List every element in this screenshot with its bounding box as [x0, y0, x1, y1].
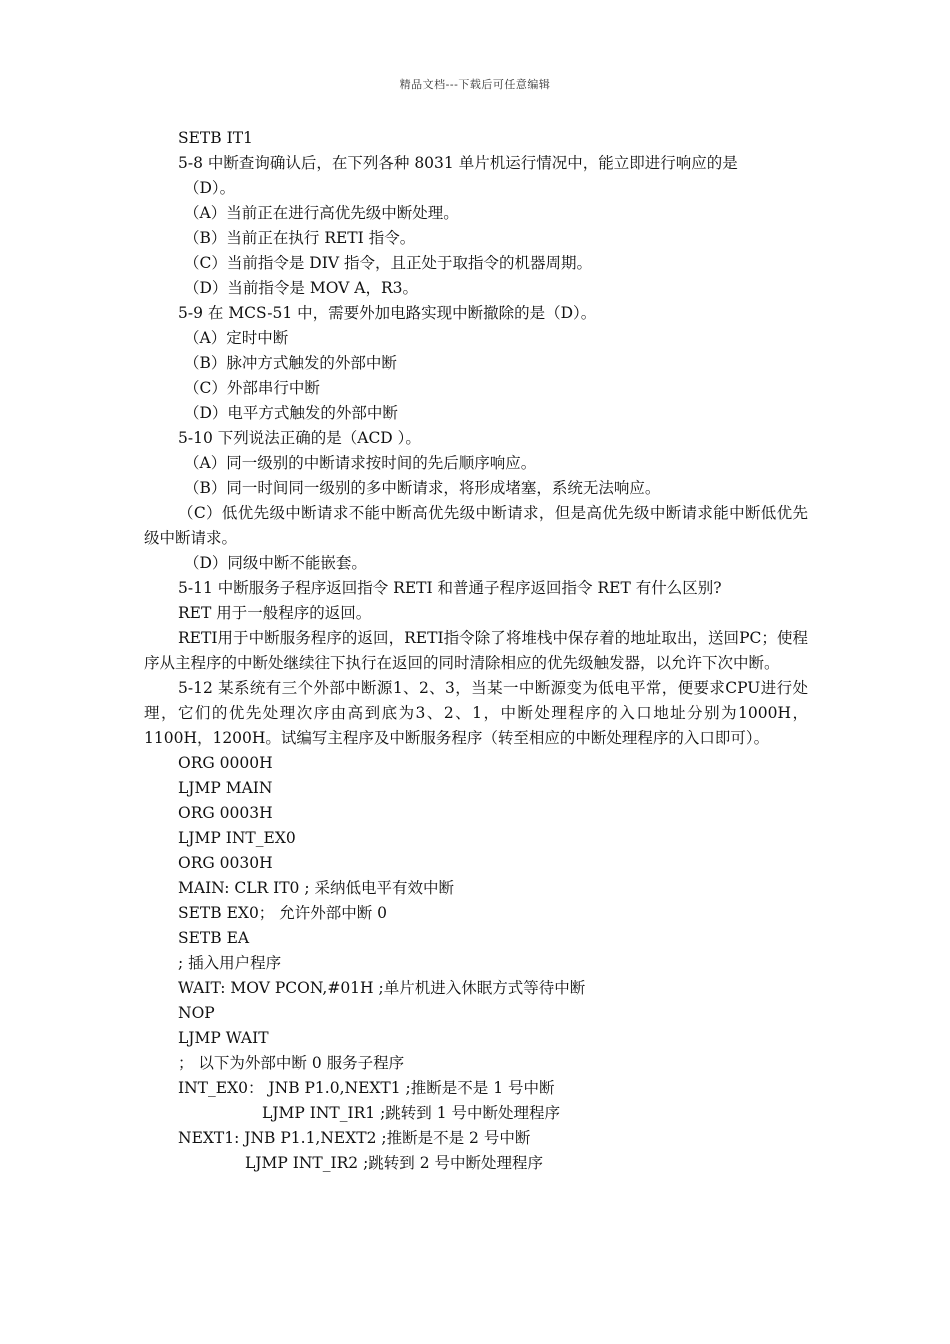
code-line: MAIN: CLR IT0 ; 采纳低电平有效中断 — [178, 879, 454, 897]
code-line: INT_EX0： JNB P1.0,NEXT1 ;推断是不是 1 号中断 — [178, 1079, 555, 1097]
text-line: SETB IT1 — [178, 129, 253, 147]
code-line: ; 插入用户程序 — [178, 954, 282, 972]
question-5-11: 5-11 中断服务子程序返回指令 RETI 和普通子程序返回指令 RET 有什么区别? — [178, 579, 722, 597]
code-line: ORG 0003H — [178, 804, 273, 822]
code-line: LJMP WAIT — [178, 1029, 269, 1047]
option-d: （D）电平方式触发的外部中断 — [184, 404, 398, 422]
question-5-10: 5-10 下列说法正确的是（ACD ）。 — [178, 429, 421, 447]
code-line: LJMP INT_IR2 ;跳转到 2 号中断处理程序 — [245, 1154, 544, 1172]
option-b: （B）脉冲方式触发的外部中断 — [184, 354, 397, 372]
option-a: （A）同一级别的中断请求按时间的先后顺序响应。 — [184, 454, 537, 472]
code-line: NOP — [178, 1004, 215, 1022]
code-line: ORG 0000H — [178, 754, 273, 772]
code-line: WAIT: MOV PCON,#01H ;单片机进入休眠方式等待中断 — [178, 979, 586, 997]
code-line: ； 以下为外部中断 0 服务子程序 — [178, 1054, 405, 1072]
code-line: LJMP INT_EX0 — [178, 829, 296, 847]
option-b: （B）当前正在执行 RETI 指令。 — [184, 229, 416, 247]
option-a: （A）当前正在进行高优先级中断处理。 — [184, 204, 459, 222]
option-a: （A）定时中断 — [184, 329, 289, 347]
answer-line: RET 用于一般程序的返回。 — [178, 604, 372, 622]
code-line: SETB EX0； 允许外部中断 0 — [178, 904, 388, 922]
option-c: （C）低优先级中断请求不能中断高优先级中断请求，但是高优先级中断请求能中断低优先级中断请求。 — [144, 504, 808, 547]
code-line: NEXT1: JNB P1.1,NEXT2 ;推断是不是 2 号中断 — [178, 1129, 531, 1147]
question-5-12: 5-12 某系统有三个外部中断源1、2、3，当某一中断源变为低电平常，便要求CPU进行处理，它们的优先处理次序由高到底为3、2、1，中断处理程序的入口地址分别为1000H，1100H，1200H。试编写主程序及中断服务程序（转至相应的中断处理程序的入口即可）。 — [144, 679, 808, 747]
question-5-9: 5-9 在 MCS-51 中，需要外加电路实现中断撤除的是（D）。 — [178, 304, 597, 322]
option-c: （C）当前指令是 DIV 指令，且正处于取指令的机器周期。 — [184, 254, 592, 272]
document-body — [144, 126, 808, 1176]
option-d: （D）同级中断不能嵌套。 — [184, 554, 367, 572]
question-5-8: 5-8 中断查询确认后，在下列各种 8031 单片机运行情况中，能立即进行响应的是 — [178, 154, 738, 172]
option-c: （C）外部串行中断 — [184, 379, 320, 397]
text-line: （D）。 — [184, 179, 236, 197]
option-b: （B）同一时间同一级别的多中断请求，将形成堵塞，系统无法响应。 — [184, 479, 661, 497]
page-header: 精品文档---下载后可任意编辑 — [399, 78, 551, 91]
code-line: LJMP INT_IR1 ;跳转到 1 号中断处理程序 — [262, 1104, 561, 1122]
code-line: SETB EA — [178, 929, 250, 947]
option-d: （D）当前指令是 MOV A，R3。 — [184, 279, 419, 297]
code-line: LJMP MAIN — [178, 779, 273, 797]
code-line: ORG 0030H — [178, 854, 273, 872]
answer-paragraph: RETI用于中断服务程序的返回，RETI指令除了将堆栈中保存着的地址取出，送回PC；使程序从主程序的中断处继续往下执行在返回的同时清除相应的优先级触发器，以允许下次中断。 — [144, 629, 808, 672]
